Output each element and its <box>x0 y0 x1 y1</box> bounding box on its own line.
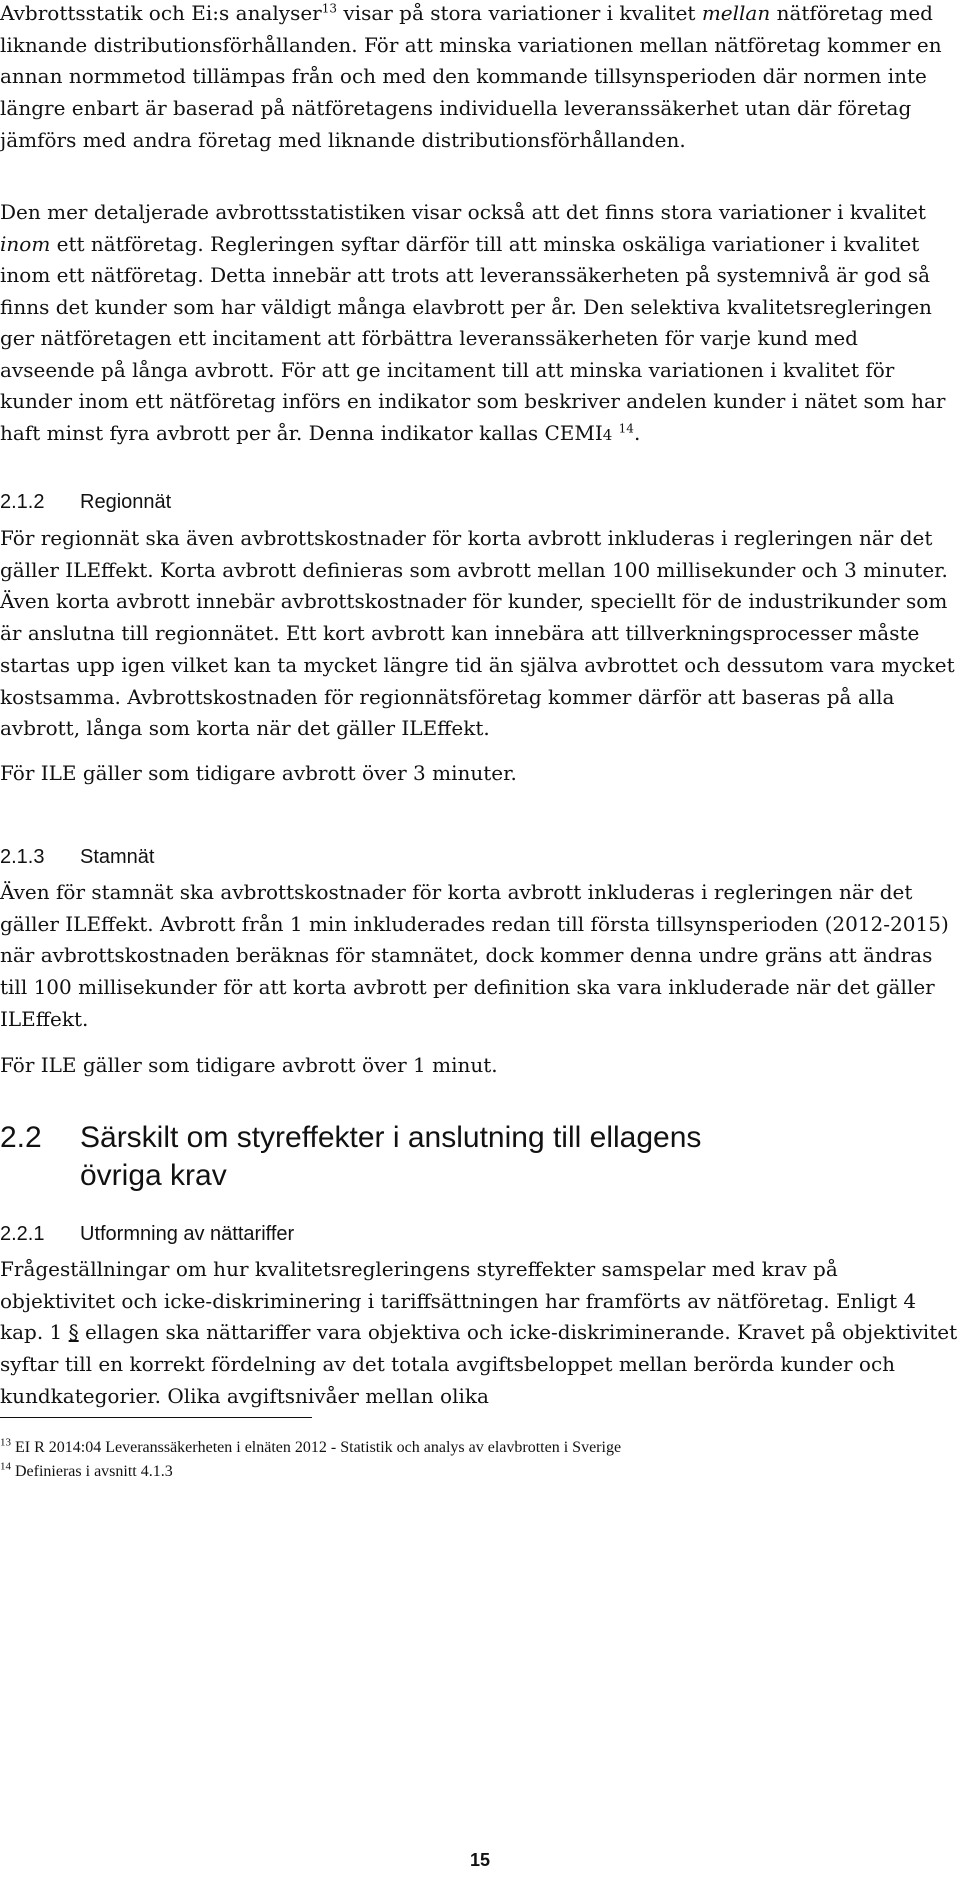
footnote-14 <box>0 1462 958 1482</box>
text: ellagen ska nättariffer vara objektiva och icke-diskriminerande. Kravet på objektivitet syftar till en korrekt fördelning av det totala avgiftsbeloppet mellan berörda kunder och kundkategorier. Olika avgiftsnivåer mellan olika <box>0 1320 958 1408</box>
paragraph-regionnat-ile: För ILE gäller som tidigare avbrott över 3 minuter. <box>0 761 517 785</box>
subscript: 4 <box>602 425 613 444</box>
footnote-ref-14[interactable]: 14 <box>618 420 634 435</box>
paragraph-quality-variation <box>0 0 958 157</box>
text: Avbrottsstatik och Ei:s analyser <box>0 1 322 25</box>
footnote-number: 13 <box>0 1436 11 1449</box>
heading-number: 2.2.1 <box>0 1223 45 1245</box>
footnote-13 <box>0 1438 958 1458</box>
heading-number: 2.2 <box>0 1121 42 1154</box>
heading-title: Utformning av nättariffer <box>80 1223 295 1245</box>
heading-2-1-3 <box>0 845 958 869</box>
footnote-text: EI R 2014:04 Leveranssäkerheten i elnäten 2012 - Statistik och analys av elavbrotten i Sverige <box>11 1439 622 1456</box>
footnote-ref-13[interactable]: 13 <box>321 1 338 16</box>
page-number: 15 <box>469 1850 491 1870</box>
heading-title: Regionnät <box>80 491 172 513</box>
paragraph-stamnat: Även för stamnät ska avbrottskostnader för korta avbrott inkluderas i regleringen när det gäller ILEffekt. Avbrott från 1 min inkluderades redan till första tillsynsperioden (2012-2015) när avbrottskostnaden beräknas för stamnätet, dock kommer denna undre gräns att ändras till 100 millisekunder för att korta avbrott per definition ska vara inkluderade när det gäller ILEffekt. <box>0 880 949 1031</box>
heading-title: Särskilt om styreffekter i anslutning till ellagens <box>80 1121 702 1154</box>
paragraph-within-company <box>0 197 958 451</box>
heading-number: 2.1.3 <box>0 846 45 868</box>
footnote-number: 14 <box>0 1460 11 1473</box>
paragraph-natariffer <box>0 1254 958 1413</box>
heading-2-2 <box>0 1119 958 1195</box>
text: nätföretag med liknande distributionsförhållanden. För att minska variationen mellan nätföretag kommer en annan normmetod tillämpas från och med den kommande tillsynsperioden där normen inte längre enbart är baserad på nätföretagens individuella leveranssäkerhet utan där företag jämförs med andra företag med liknande distributionsförhållanden. <box>0 1 942 152</box>
emphasis: mellan <box>701 1 771 25</box>
text: Frågeställningar om hur kvalitetsregleringens styreffekter samspelar med krav på objektivitet och icke-diskriminering i tariffsättningen har framförts av nätföretag. Enligt 4 kap. 1 <box>0 1257 917 1345</box>
text: ett nätföretag. Regleringen syftar därför till att minska oskäliga variationer i kvalitet inom ett nätföretag. Detta innebär att trots att leveranssäkerheten på systemnivå är god så finns det kunder som har väldigt många elavbrott per år. Den selektiva kvalitetsregleringen ger nätföretagen ett incitament att förbättra leveranssäkerheten för varje kund med avseende på långa avbrott. För att ge incitament till att minska variationen i kvalitet för kunder inom ett nätföretag införs en indikator som beskriver andelen kunder i nätet som har haft minst fyra avbrott per år. Denna indikator kallas CEMI <box>0 231 946 445</box>
paragraph-stamnat-ile: För ILE gäller som tidigare avbrott över 1 minut. <box>0 1053 498 1077</box>
footnote-text: Definieras i avsnitt 4.1.3 <box>11 1463 173 1480</box>
heading-2-2-1 <box>0 1222 958 1246</box>
text: . <box>633 420 641 445</box>
heading-title-continued: övriga krav <box>80 1159 227 1192</box>
text: visar på stora variationer i kvalitet <box>337 1 702 25</box>
footnote-divider <box>0 1417 312 1418</box>
section-symbol-link[interactable]: § <box>68 1320 79 1345</box>
heading-2-1-2 <box>0 490 958 514</box>
heading-title: Stamnät <box>80 846 155 868</box>
emphasis: inom <box>0 231 51 256</box>
heading-number: 2.1.2 <box>0 491 45 513</box>
paragraph-regionnat: För regionnät ska även avbrottskostnader för korta avbrott inkluderas i regleringen när det gäller ILEffekt. Korta avbrott definieras som avbrott mellan 100 millisekunder och 3 minuter. Även korta avbrott innebär avbrottskostnader för kunder, speciellt för de industrikunder som är anslutna till regionnätet. Ett kort avbrott kan innebära att tillverkningsprocesser måste startas upp igen vilket kan ta mycket längre tid än själva avbrottet och dessutom vara mycket kostsamma. Avbrottskostnaden för regionnätsföretag kommer därför att baseras på alla avbrott, långa som korta när det gäller ILEffekt. <box>0 526 955 741</box>
text: Den mer detaljerade avbrottsstatistiken visar också att det finns stora variationer i kvalitet <box>0 200 926 224</box>
